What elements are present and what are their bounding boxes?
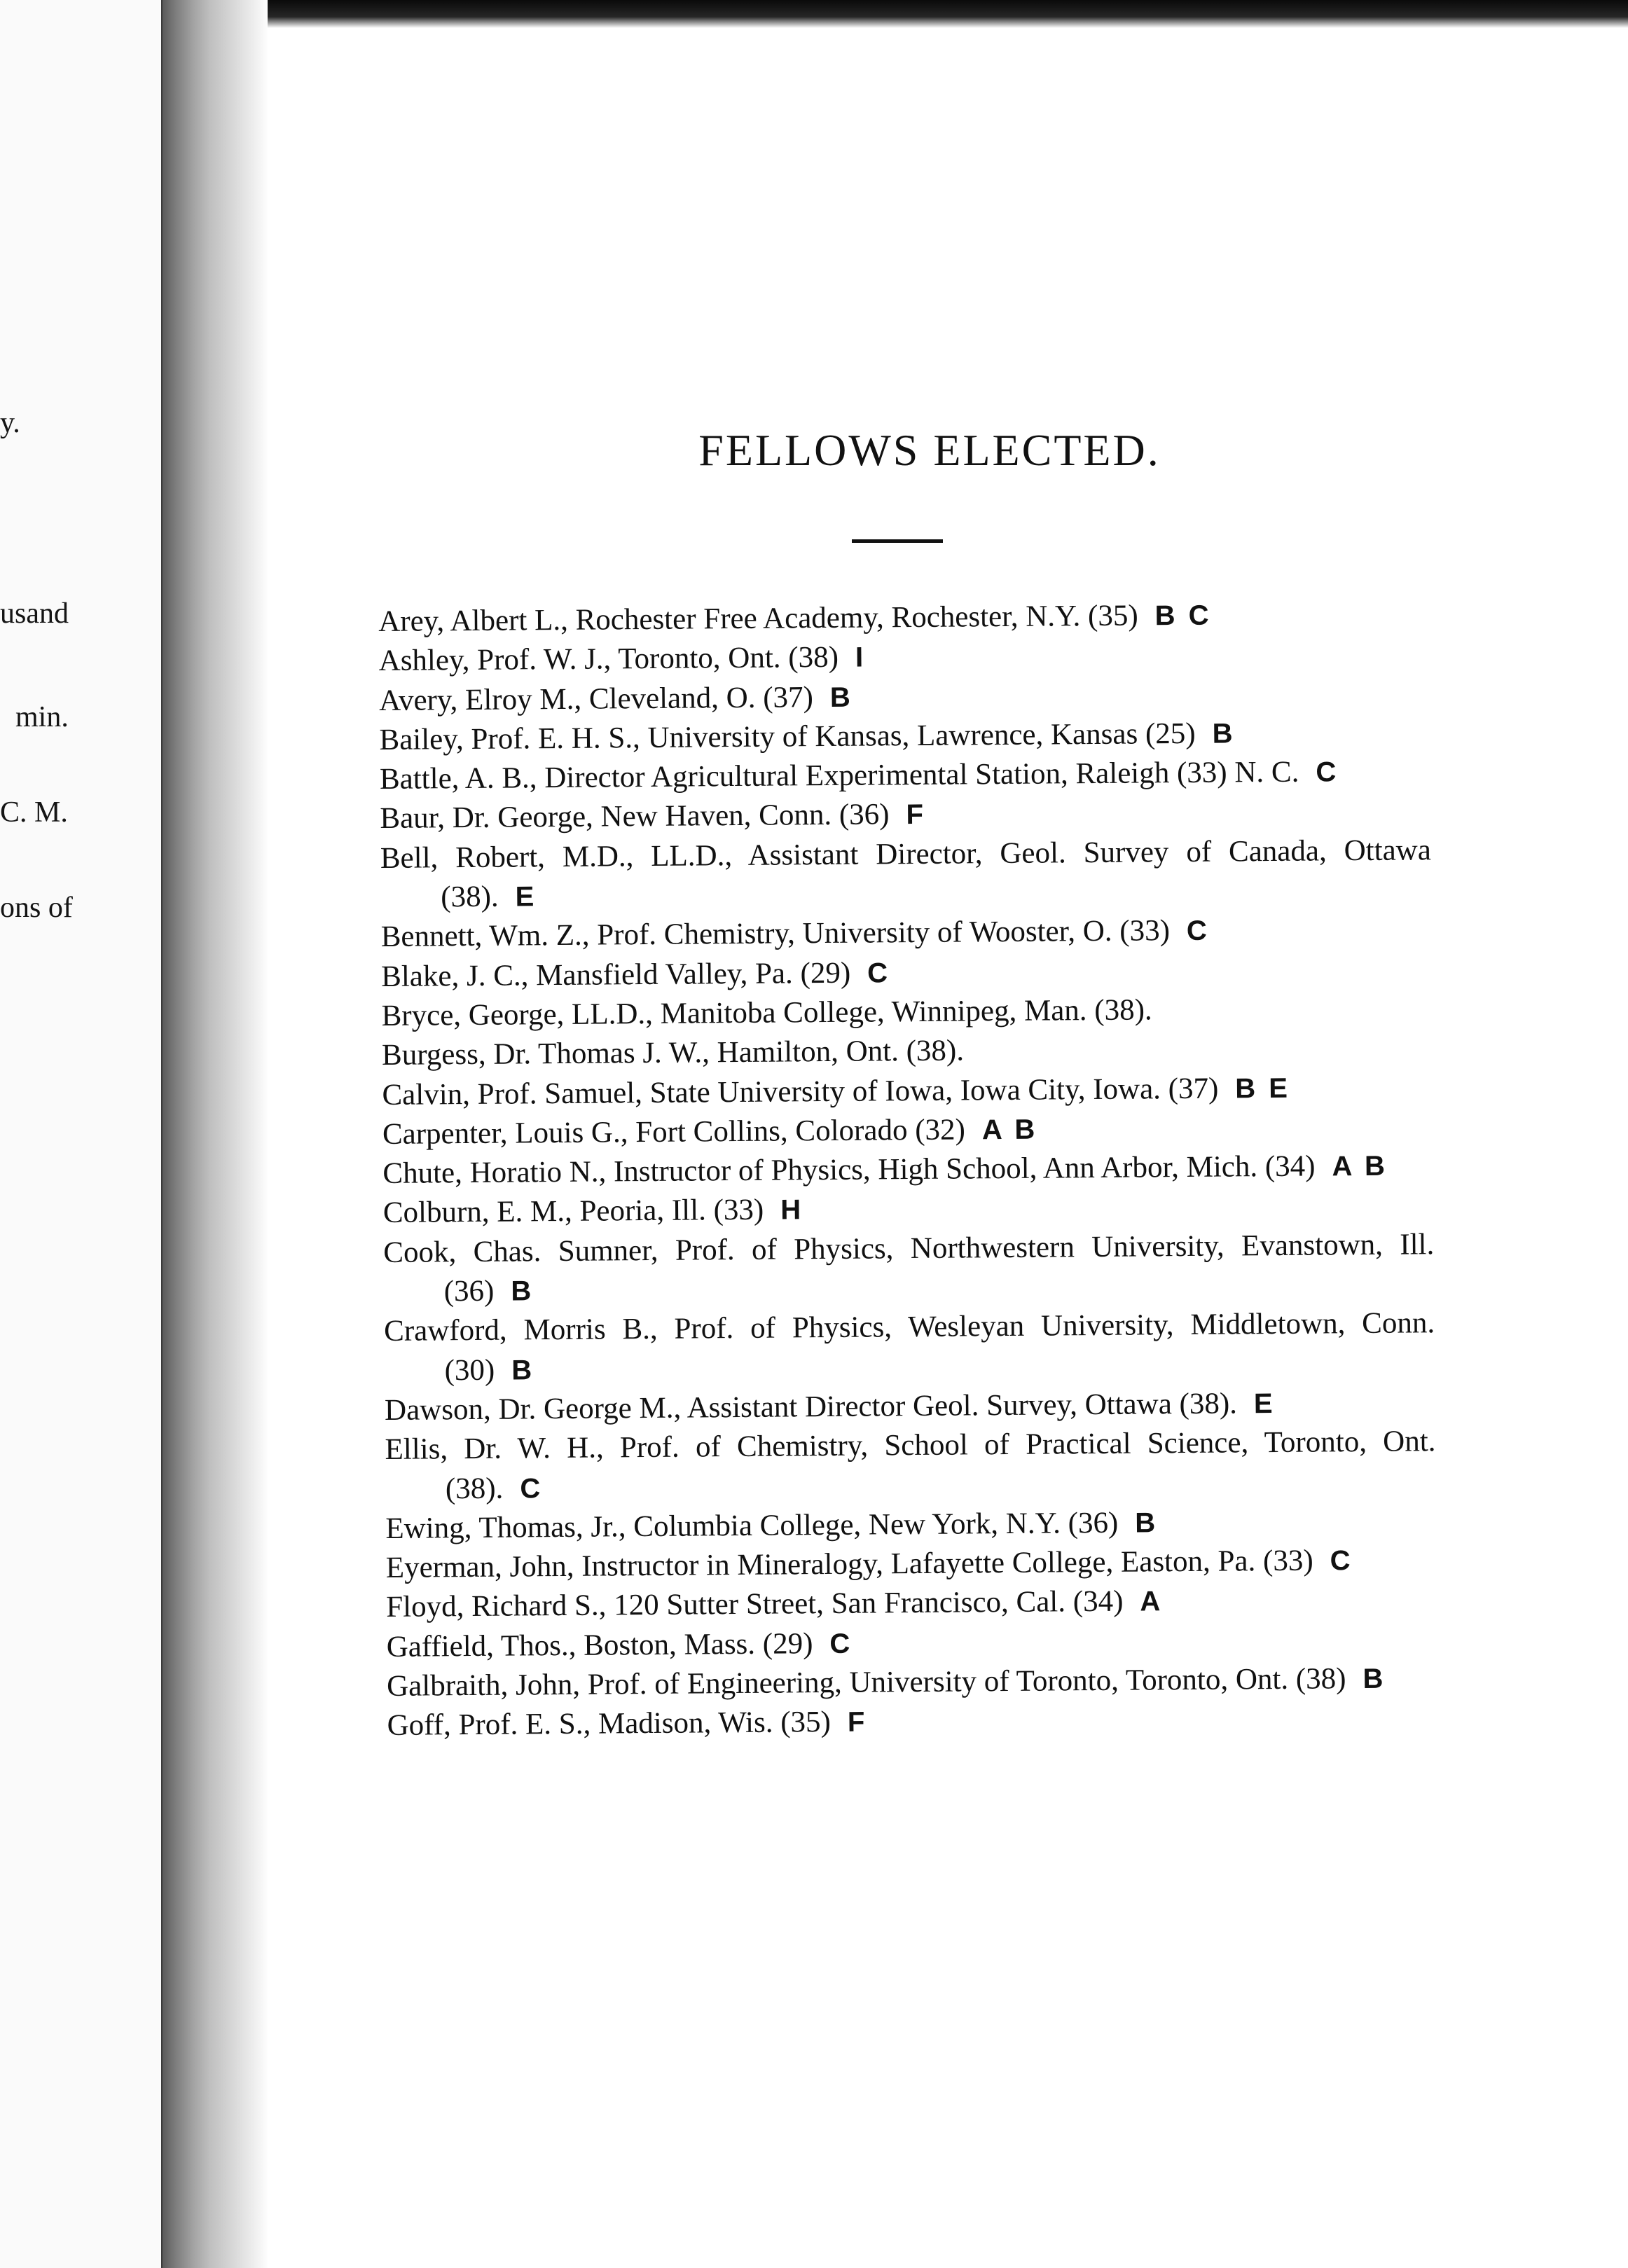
section-badge: B [1363,1663,1386,1695]
fellow-entry-text: Arey, Albert L., Rochester Free Academy, Rochester, N.Y. (35) [378,599,1138,638]
facing-page-fragment: C. M. [0,796,68,829]
fellow-entry [387,1698,1437,1745]
page-title: FELLOWS ELECTED. [698,425,1161,475]
section-badge: C [1186,915,1210,947]
section-badge: B [829,682,853,713]
fellow-entry-text: Colburn, E. M., Peoria, Ill. (33) [382,1194,764,1230]
fellow-entry-text: Crawford, Morris B., Prof. of Physics, Wesleyan University, Middletown, Conn. (30) [383,1306,1435,1387]
book-gutter [163,0,268,2268]
section-badge: C [1316,756,1339,788]
fellow-entry [384,1304,1435,1391]
fellow-entry-text: Battle, A. B., Director Agricultural Experimental Station, Raleigh (33) N. C. [379,755,1299,796]
fellow-entry-text: Bell, Robert, M.D., LL.D., Assistant Director, Geol. Survey of Canada, Ottawa (38). [380,833,1432,914]
fellow-entry-text: Baur, Dr. George, New Haven, Conn. (36) [380,798,890,836]
fellows-list [378,594,1438,1745]
section-badge: C [520,1472,544,1504]
section-badge: C [867,957,891,989]
fellow-entry-text: Gaffield, Thos., Boston, Mass. (29) [386,1626,813,1664]
fellow-entry-text: Goff, Prof. E. S., Madison, Wis. (35) [387,1706,832,1743]
fellow-entry [385,1422,1436,1509]
fellow-entry-text: Carpenter, Louis G., Fort Collins, Colorado (32) [382,1113,966,1151]
title-rule [852,539,943,543]
fellow-entry-text: Floyd, Richard S., 120 Sutter Street, San Francisco, Cal. (34) [386,1585,1124,1624]
section-badge: A B [981,1114,1038,1146]
facing-page-fragment: y. [0,407,20,439]
section-badge: A [1140,1586,1164,1617]
section-badge: B C [1154,600,1212,632]
fellow-entry-text: Bryce, George, LL.D., Manitoba College, Winnipeg, Man. (38). [381,993,1152,1032]
fellow-entry-text: Bailey, Prof. E. H. S., University of Kansas, Lawrence, Kansas (25) [379,717,1196,756]
fellow-entry-text: Burgess, Dr. Thomas J. W., Hamilton, Ont. (38). [381,1034,965,1072]
fellow-entry-text: Bennett, Wm. Z., Prof. Chemistry, University of Wooster, O. (33) [380,914,1171,954]
section-badge: B [1135,1507,1159,1539]
fellow-entry-text: Blake, J. C., Mansfield Valley, Pa. (29) [381,956,851,993]
section-badge: E [1253,1388,1276,1420]
fellow-entry [380,831,1432,918]
section-badge: C [829,1628,853,1659]
section-badge: E [515,881,537,913]
section-badge: A B [1332,1150,1388,1182]
section-badge: B [511,1275,534,1307]
fellow-entry-text: Avery, Elroy M., Cleveland, O. (37) [378,680,814,717]
section-badge: B E [1235,1072,1291,1104]
fellow-entry [383,1225,1435,1312]
section-badge: C [1330,1545,1353,1577]
section-badge: B [511,1354,535,1386]
fellow-entry-text: Chute, Horatio N., Instructor of Physics, High School, Ann Arbor, Mich. (34) [382,1149,1316,1191]
section-badge: H [780,1194,804,1226]
section-badge: F [906,799,927,831]
fellow-entry-text: Ewing, Thomas, Jr., Columbia College, New York, N.Y. (36) [385,1506,1119,1545]
facing-page-fragment: min. [15,701,69,733]
facing-page-fragment: ons of [0,892,73,924]
fellow-entry-text: Dawson, Dr. George M., Assistant Director Geol. Survey, Ottawa (38). [384,1387,1238,1427]
facing-page [0,0,165,2268]
section-badge: F [847,1706,868,1738]
fellow-entry-text: Eyerman, John, Instructor in Mineralogy, Lafayette College, Easton, Pa. (33) [385,1544,1313,1585]
fellow-entry-text: Ellis, Dr. W. H., Prof. of Chemistry, School of Practical Science, Toronto, Ont. (38). [385,1425,1436,1505]
fellow-entry-text: Calvin, Prof. Samuel, State University of Iowa, Iowa City, Iowa. (37) [382,1072,1219,1112]
fellow-entry-text: Cook, Chas. Sumner, Prof. of Physics, Northwestern University, Evanstown, Ill. (36) [383,1227,1435,1308]
facing-page-fragment: usand [0,597,69,630]
section-badge: B [1212,718,1236,749]
section-badge: I [855,642,867,673]
fellow-entry [382,1067,1433,1115]
fellow-entry-text: Galbraith, John, Prof. of Engineering, University of Toronto, Toronto, Ont. (38) [386,1662,1346,1703]
fellow-entry-text: Ashley, Prof. W. J., Toronto, Ont. (38) [378,641,839,678]
